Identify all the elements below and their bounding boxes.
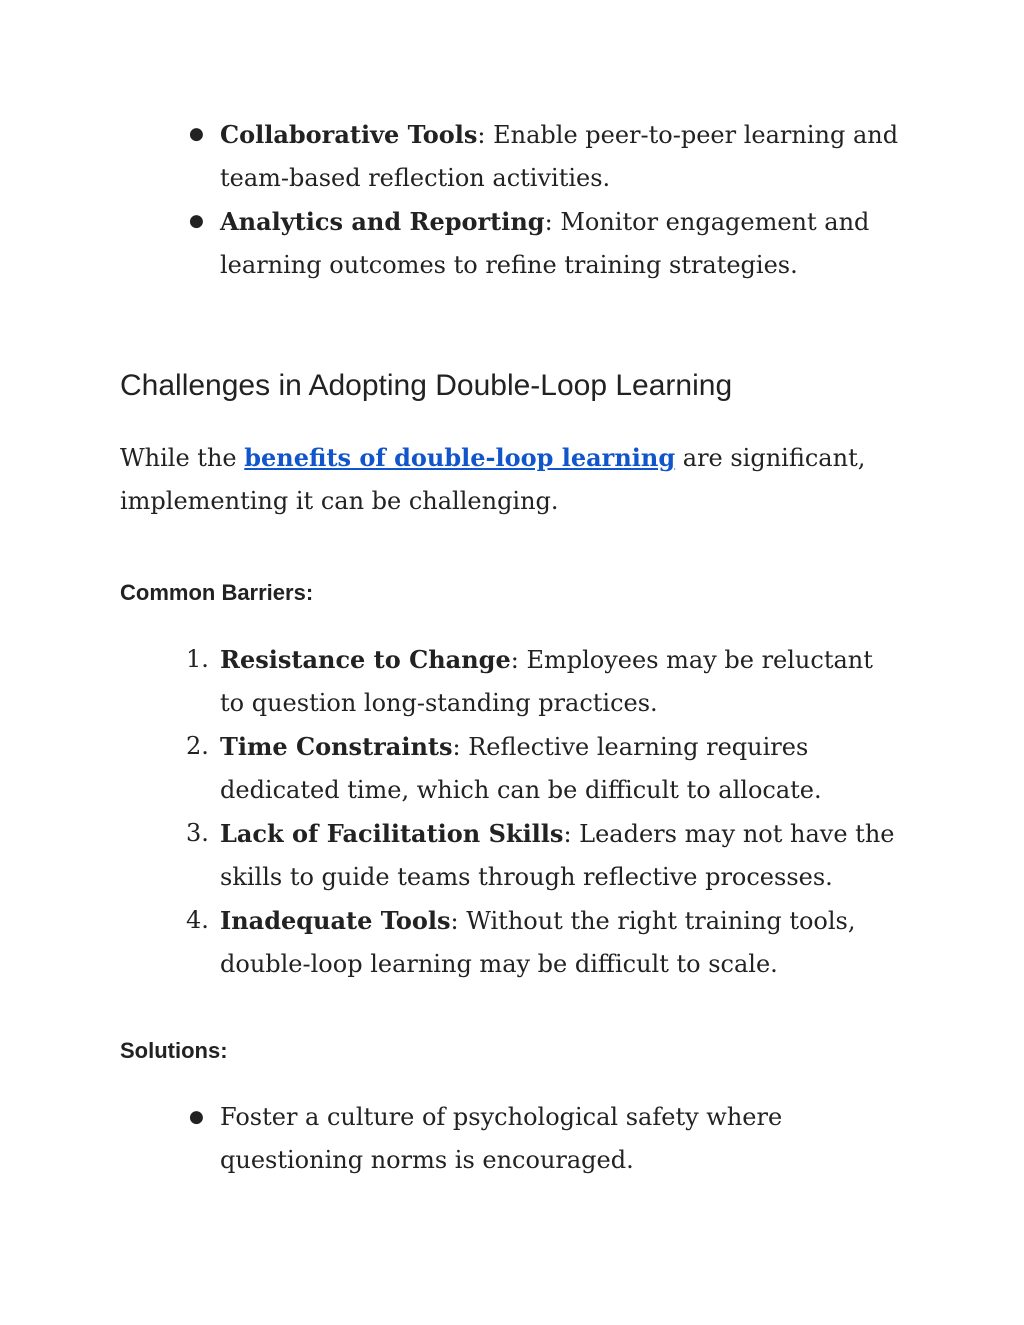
list-item-number: 4. [186, 906, 209, 934]
list-item-number: 1. [186, 645, 209, 673]
bullet-icon: ● [189, 211, 204, 231]
intro-text-before: While the [120, 444, 245, 472]
intro-text-after: are significant, implementing it can be challenging. [120, 444, 866, 515]
list-item [186, 638, 900, 725]
list-item-separator: : [452, 733, 461, 761]
barriers-numbered-list [186, 638, 900, 986]
list-item [189, 200, 900, 287]
list-item-number: 3. [186, 819, 209, 847]
list-item-term: Collaborative Tools [220, 120, 478, 149]
list-item [186, 899, 900, 986]
list-item [189, 113, 900, 200]
list-item [186, 812, 900, 899]
list-item-text: Foster a culture of psychological safety where questioning norms is encouraged. [220, 1103, 783, 1174]
benefits-link[interactable]: benefits of double-loop learning [244, 443, 676, 472]
list-item-term: Inadequate Tools [220, 906, 451, 935]
list-item-separator: : [563, 820, 572, 848]
solutions-heading: Solutions: [120, 1038, 228, 1063]
list-item-term: Resistance to Change [220, 645, 511, 674]
barriers-heading: Common Barriers: [120, 580, 314, 605]
list-item-separator: : [477, 121, 486, 149]
list-item-number: 2. [186, 732, 209, 760]
list-item-separator: : [544, 208, 553, 236]
section-heading: Challenges in Adopting Double-Loop Learning [120, 369, 733, 402]
list-item [186, 725, 900, 812]
list-item-text: Monitor engagement and learning outcomes to refine training strategies. [220, 208, 870, 279]
bullet-icon: ● [189, 1107, 204, 1127]
list-item-separator: : [450, 907, 459, 935]
list-item-separator: : [510, 646, 519, 674]
list-item-text: Employees may be reluctant to question long-standing practices. [220, 646, 873, 717]
list-item [189, 1096, 900, 1182]
solutions-bullet-list [189, 1096, 900, 1182]
list-item-text: Without the right training tools, double-loop learning may be difficult to scale. [220, 907, 856, 978]
intro-paragraph [120, 436, 900, 523]
feature-bullet-list [189, 113, 900, 287]
list-item-text: Enable peer-to-peer learning and team-based reflection activities. [220, 121, 899, 192]
list-item-text: Reflective learning requires dedicated time, which can be difficult to allocate. [220, 733, 822, 804]
bullet-icon: ● [189, 124, 204, 144]
list-item-term: Time Constraints [220, 732, 453, 761]
list-item-term: Analytics and Reporting [220, 207, 545, 236]
list-item-text: Leaders may not have the skills to guide teams through reflective processes. [220, 820, 895, 891]
list-item-term: Lack of Facilitation Skills [220, 819, 564, 848]
